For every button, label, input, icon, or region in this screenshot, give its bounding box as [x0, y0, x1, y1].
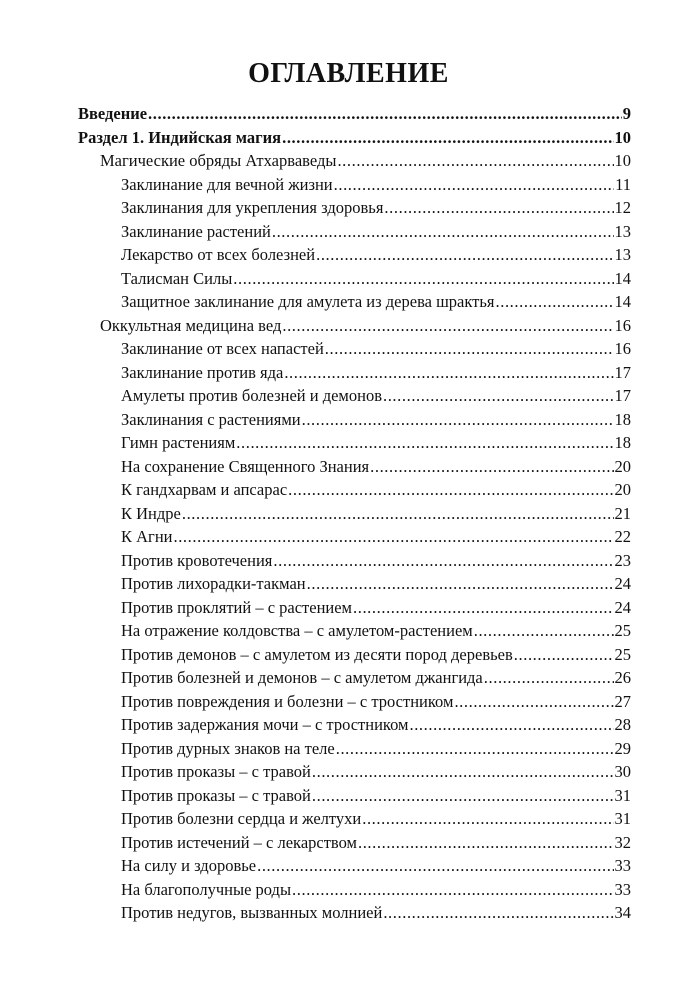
toc-entry-page-number: 28 — [614, 715, 631, 734]
toc-entry-page-number: 14 — [614, 292, 631, 311]
dot-leader — [337, 150, 613, 172]
toc-entry-label: Против проклятий – с растением — [121, 597, 352, 617]
toc-entry — [100, 150, 631, 172]
toc-entry-page-number: 17 — [614, 362, 631, 382]
dot-leader — [148, 103, 622, 125]
toc-entry-label: Против лихорадки-такман — [121, 574, 306, 593]
dot-leader — [236, 432, 613, 454]
toc-entry — [121, 667, 631, 689]
toc-entry-page-number: 18 — [614, 433, 631, 452]
toc-entry — [121, 644, 631, 666]
toc-entry-label: На отражение колдовства – с амулетом-растением — [121, 621, 473, 640]
toc-entry-label: На благополучные роды — [121, 879, 292, 899]
dot-leader — [454, 691, 613, 713]
toc-entry-page-number: 25 — [614, 621, 631, 640]
dot-leader — [362, 808, 613, 830]
toc-entry-page-number: 30 — [614, 762, 631, 781]
toc-entry — [121, 174, 631, 196]
toc-entry-label: Введение — [78, 104, 148, 123]
toc-entry-label: Против кровотечения — [121, 550, 273, 570]
dot-leader — [383, 385, 614, 407]
toc-entry — [121, 291, 631, 313]
toc-entry — [121, 268, 631, 290]
toc-entry — [121, 738, 631, 760]
toc-entry — [121, 832, 631, 854]
toc-entry-page-number: 20 — [614, 480, 631, 499]
toc-entry-page-number: 17 — [614, 386, 631, 405]
toc-entry-page-number: 14 — [614, 268, 631, 288]
toc-entry-page-number: 11 — [615, 174, 631, 194]
toc-entry-label: Против дурных знаков на теле — [121, 738, 335, 758]
toc-entry — [121, 503, 631, 525]
dot-leader — [282, 315, 613, 337]
toc-entry-label: Магические обряды Атхарваведы — [100, 151, 337, 170]
dot-leader — [182, 503, 614, 525]
dot-leader — [336, 738, 614, 760]
toc-entry-label: Гимн растениям — [121, 433, 236, 452]
toc-entry-page-number: 25 — [614, 644, 631, 664]
dot-leader — [384, 197, 613, 219]
toc-entry-label: Заклинания с растениями — [121, 409, 301, 429]
toc-entry-label: Против болезней и демонов – с амулетом джангида — [121, 668, 483, 687]
dot-leader — [312, 785, 614, 807]
toc-entry — [121, 409, 631, 431]
dot-leader — [257, 855, 613, 877]
toc-entry — [121, 432, 631, 454]
toc-entry — [78, 127, 631, 149]
toc-entry-label: Заклинание растений — [121, 221, 271, 241]
toc-entry-label: К гандхарвам и апсарас — [121, 480, 288, 499]
toc-entry-page-number: 10 — [614, 127, 631, 147]
dot-leader — [307, 573, 614, 595]
toc-entry — [121, 808, 631, 830]
dot-leader — [334, 174, 614, 196]
toc-entry — [121, 879, 631, 901]
dot-leader — [316, 244, 613, 266]
toc-entry-page-number: 24 — [614, 574, 631, 593]
toc-entry — [121, 244, 631, 266]
toc-entry — [100, 315, 631, 337]
dot-leader — [312, 761, 614, 783]
toc-entry — [121, 691, 631, 713]
dot-leader — [282, 127, 613, 149]
toc-entry-label: Против недугов, вызванных молнией — [121, 903, 383, 922]
toc-entry — [121, 385, 631, 407]
toc-entry — [121, 714, 631, 736]
toc-entry-label: Против истечений – с лекарством — [121, 832, 357, 852]
page-title: ОГЛАВЛЕНИЕ — [248, 58, 449, 89]
toc-entry-page-number: 21 — [614, 503, 631, 523]
dot-leader — [325, 338, 614, 360]
toc-entry — [121, 221, 631, 243]
dot-leader — [514, 644, 614, 666]
toc-entry — [121, 573, 631, 595]
toc-entry-page-number: 9 — [622, 104, 631, 123]
toc-entry-label: Против задержания мочи – с тростником — [121, 715, 409, 734]
toc-entry-page-number: 31 — [614, 809, 631, 828]
toc-entry-label: Против болезни сердца и желтухи — [121, 809, 362, 828]
toc-entry-label: Амулеты против болезней и демонов — [121, 386, 382, 405]
toc-entry-page-number: 29 — [614, 738, 631, 758]
toc-entry-page-number: 10 — [614, 151, 631, 170]
toc-entry — [121, 338, 631, 360]
toc-entry — [121, 855, 631, 877]
toc-entry-page-number: 31 — [614, 785, 631, 805]
toc-entry-page-number: 33 — [614, 856, 631, 875]
dot-leader — [284, 362, 613, 384]
toc-entry-page-number: 32 — [614, 832, 631, 852]
toc-entry — [121, 785, 631, 807]
toc-entry — [121, 761, 631, 783]
toc-entry-page-number: 18 — [614, 409, 631, 429]
toc-entry-label: Заклинания для укрепления здоровья — [121, 198, 384, 217]
dot-leader — [358, 832, 614, 854]
toc-entry-page-number: 22 — [614, 527, 631, 546]
toc-entry — [121, 456, 631, 478]
toc-entry-label: Заклинание от всех напастей — [121, 339, 324, 358]
toc-entry-label: К Индре — [121, 503, 181, 523]
dot-leader — [272, 221, 614, 243]
toc-entry-page-number: 16 — [614, 339, 631, 358]
toc-entry — [78, 103, 631, 125]
toc-entry-label: На сохранение Священного Знания — [121, 456, 370, 476]
toc-entry-page-number: 34 — [614, 903, 631, 922]
toc-entry-page-number: 13 — [614, 245, 631, 264]
toc-entry-label: Защитное заклинание для амулета из дерева шрактья — [121, 292, 495, 311]
dot-leader — [409, 714, 613, 736]
toc-entry-page-number: 16 — [614, 315, 631, 335]
dot-leader — [474, 620, 614, 642]
dot-leader — [370, 456, 613, 478]
dot-leader — [496, 291, 614, 313]
toc-entry — [121, 479, 631, 501]
toc-entry-page-number: 20 — [614, 456, 631, 476]
toc-entry-label: Заклинание для вечной жизни — [121, 174, 333, 194]
dot-leader — [288, 479, 613, 501]
toc-entry — [121, 550, 631, 572]
toc-entry-page-number: 12 — [614, 198, 631, 217]
toc-entry — [121, 902, 631, 924]
toc-entry-page-number: 24 — [614, 597, 631, 617]
toc-entry — [121, 197, 631, 219]
dot-leader — [292, 879, 613, 901]
toc-entry-label: Против повреждения и болезни – с тростником — [121, 691, 454, 711]
toc-entry-label: К Агни — [121, 527, 173, 546]
dot-leader — [273, 550, 613, 572]
dot-leader — [233, 268, 613, 290]
toc-entry-label: Лекарство от всех болезней — [121, 245, 316, 264]
dot-leader — [383, 902, 613, 924]
toc-entry — [121, 620, 631, 642]
toc-entry-label: Талисман Силы — [121, 268, 233, 288]
toc-entry-label: Заклинание против яда — [121, 362, 284, 382]
toc-entry-label: На силу и здоровье — [121, 856, 257, 875]
dot-leader — [353, 597, 614, 619]
toc-entry-page-number: 26 — [614, 668, 631, 687]
toc-entry — [121, 526, 631, 548]
dot-leader — [302, 409, 614, 431]
toc-entry-label: Против проказы – с травой — [121, 762, 311, 781]
toc-entry-page-number: 33 — [614, 879, 631, 899]
toc-entry-page-number: 27 — [614, 691, 631, 711]
toc-entry-label: Раздел 1. Индийская магия — [78, 127, 282, 147]
toc-entry-page-number: 13 — [614, 221, 631, 241]
toc-entry — [121, 597, 631, 619]
dot-leader — [173, 526, 613, 548]
toc-entry-label: Против демонов – с амулетом из десяти пород деревьев — [121, 644, 513, 664]
toc-entry — [121, 362, 631, 384]
toc-entry-label: Против проказы – с травой — [121, 785, 311, 805]
toc-entry-label: Оккультная медицина вед — [100, 315, 282, 335]
dot-leader — [484, 667, 614, 689]
toc-entry-page-number: 23 — [614, 550, 631, 570]
